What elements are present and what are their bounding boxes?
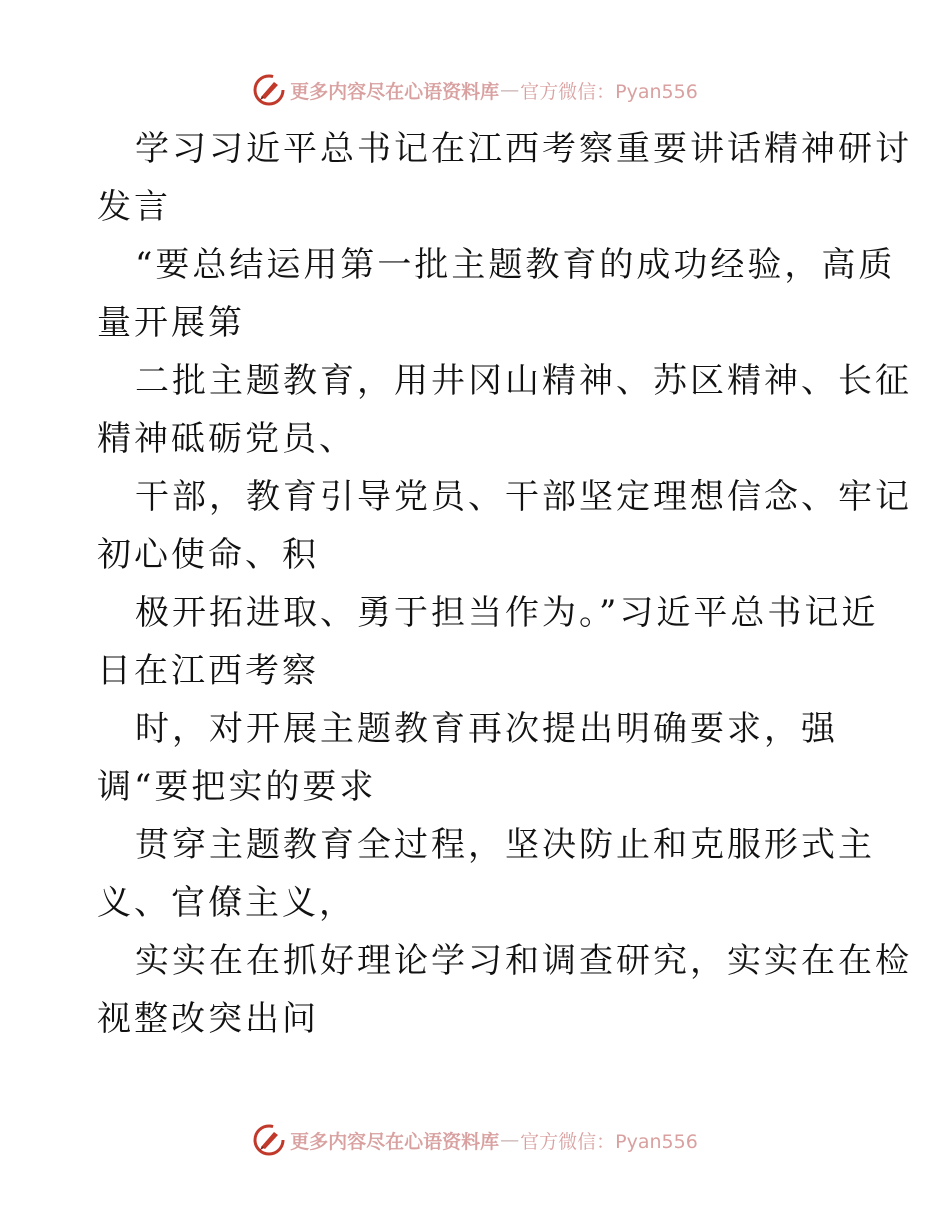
watermark-main-text: 更多内容尽在心语资料库 bbox=[290, 1130, 500, 1153]
paragraph-line: 干部，教育引导党员、干部坚定理想信念、牢记 bbox=[135, 477, 912, 517]
document-body bbox=[97, 120, 912, 1048]
paragraph-line: 精神砥砺党员、 bbox=[97, 419, 356, 459]
paragraph-line: 发言 bbox=[97, 187, 171, 227]
paragraph-line: 日在江西考察 bbox=[97, 651, 319, 691]
footer-watermark bbox=[0, 1120, 950, 1160]
paragraph-line: 二批主题教育，用井冈山精神、苏区精神、长征 bbox=[135, 361, 912, 401]
watermark-main-text: 更多内容尽在心语资料库 bbox=[290, 80, 500, 103]
paragraph-line: 贯穿主题教育全过程，坚决防止和克服形式主 bbox=[135, 825, 875, 865]
watermark-dash: — bbox=[500, 1129, 520, 1151]
paragraph bbox=[97, 352, 912, 468]
paragraph-line: 调“要把实的要求 bbox=[97, 767, 377, 807]
watermark-contact: 官方微信：Pyan556 bbox=[520, 1130, 698, 1153]
paragraph-line: 极开拓进取、勇于担当作为。”习近平总书记近 bbox=[135, 593, 879, 633]
paragraph bbox=[97, 816, 875, 932]
watermark-dash: — bbox=[500, 79, 520, 101]
paragraph-line: 视整改突出问 bbox=[97, 999, 319, 1039]
paragraph bbox=[97, 932, 912, 1048]
paragraph-line: 实实在在抓好理论学习和调查研究，实实在在检 bbox=[135, 941, 912, 981]
paragraph-line: 初心使命、积 bbox=[97, 535, 319, 575]
paragraph bbox=[97, 700, 867, 816]
paragraph bbox=[97, 468, 912, 584]
paragraph-line: 时，对开展主题教育再次提出明确要求，强 bbox=[135, 709, 838, 749]
brush-logo-icon bbox=[252, 1123, 286, 1157]
paragraph bbox=[97, 236, 896, 352]
paragraph-line: 量开展第 bbox=[97, 303, 245, 343]
header-watermark bbox=[0, 70, 950, 110]
paragraph bbox=[97, 120, 912, 236]
paragraph-line: 学习习近平总书记在江西考察重要讲话精神研讨 bbox=[135, 129, 912, 169]
paragraph-line: 义、官僚主义， bbox=[97, 883, 356, 923]
brush-logo-icon bbox=[252, 73, 286, 107]
watermark-contact: 官方微信：Pyan556 bbox=[520, 80, 698, 103]
paragraph-line: “要总结运用第一批主题教育的成功经验，高质 bbox=[135, 245, 896, 285]
paragraph bbox=[97, 584, 879, 700]
